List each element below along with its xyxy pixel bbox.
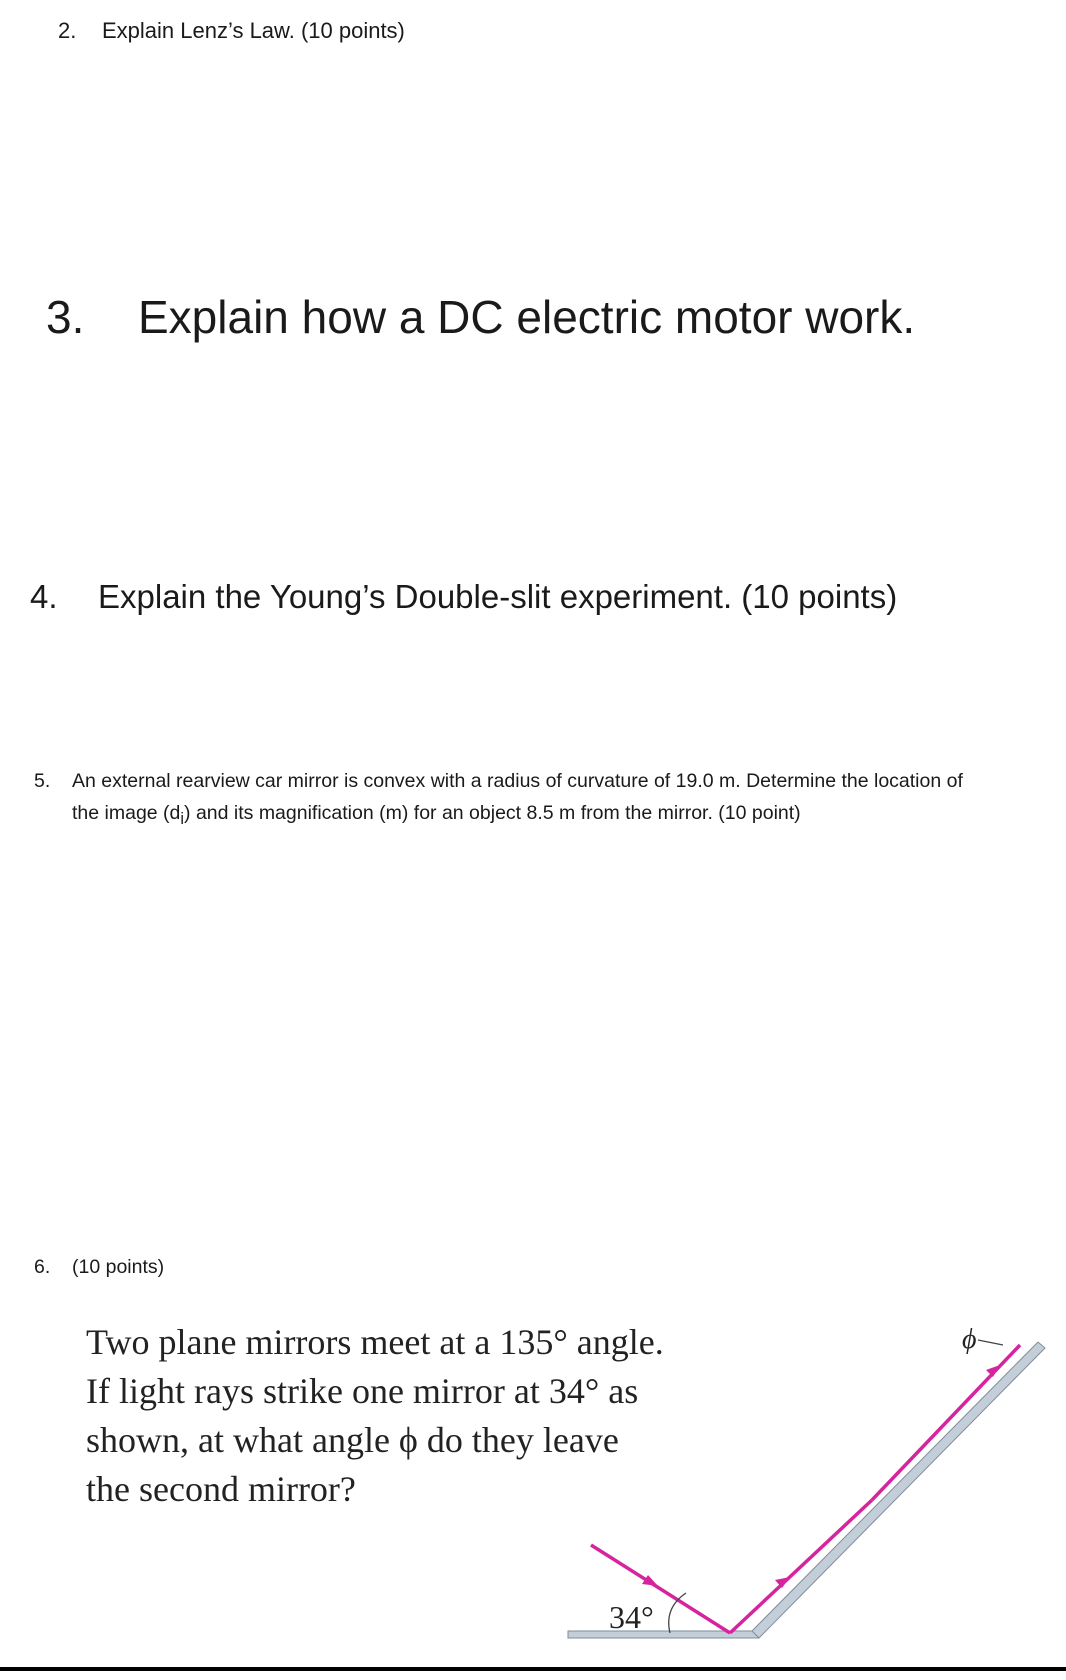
- question-5-text: [72, 765, 972, 835]
- question-4-text: Explain the Young’s Double-slit experiment. (10 points): [98, 578, 898, 615]
- angle-label: 34°: [609, 1599, 654, 1635]
- question-2-text: Explain Lenz’s Law. (10 points): [102, 18, 405, 43]
- question-5-text-part2: ) and its magnification (m) for an object 8.5 m from the mirror. (10 point): [184, 802, 801, 824]
- reflected-ray-1: [730, 1500, 872, 1633]
- question-5-number: 5.: [34, 770, 51, 792]
- mirror-diagram: [560, 1320, 1066, 1660]
- tilted-mirror: [752, 1342, 1045, 1638]
- phi-label: ϕ: [962, 1324, 977, 1355]
- question-5-text-part1: An external rearview car mirror is convex with a radius of curvature of 19.0 m. Determine the location of the image (d: [72, 770, 963, 824]
- question-5-subscript: i: [180, 809, 185, 828]
- reflected-ray-2: [872, 1345, 1020, 1500]
- bottom-rule: [0, 1667, 1066, 1671]
- problem-line: the second mirror?: [86, 1469, 356, 1509]
- question-3-number: 3.: [46, 291, 85, 343]
- problem-line: Two plane mirrors meet at a 135° angle.: [86, 1322, 664, 1362]
- question-2-number: 2.: [58, 18, 77, 43]
- mirror-figure: [560, 1320, 1066, 1660]
- phi-angle-line: [978, 1340, 1003, 1345]
- question-6-number: 6.: [34, 1256, 51, 1278]
- question-6-text: (10 points): [72, 1256, 165, 1278]
- question-4-number: 4.: [30, 578, 58, 615]
- question-3-text: Explain how a DC electric motor work.: [138, 291, 916, 343]
- problem-line: shown, at what angle ϕ do they leave: [86, 1420, 619, 1460]
- problem-line: If light rays strike one mirror at 34° as: [86, 1371, 639, 1411]
